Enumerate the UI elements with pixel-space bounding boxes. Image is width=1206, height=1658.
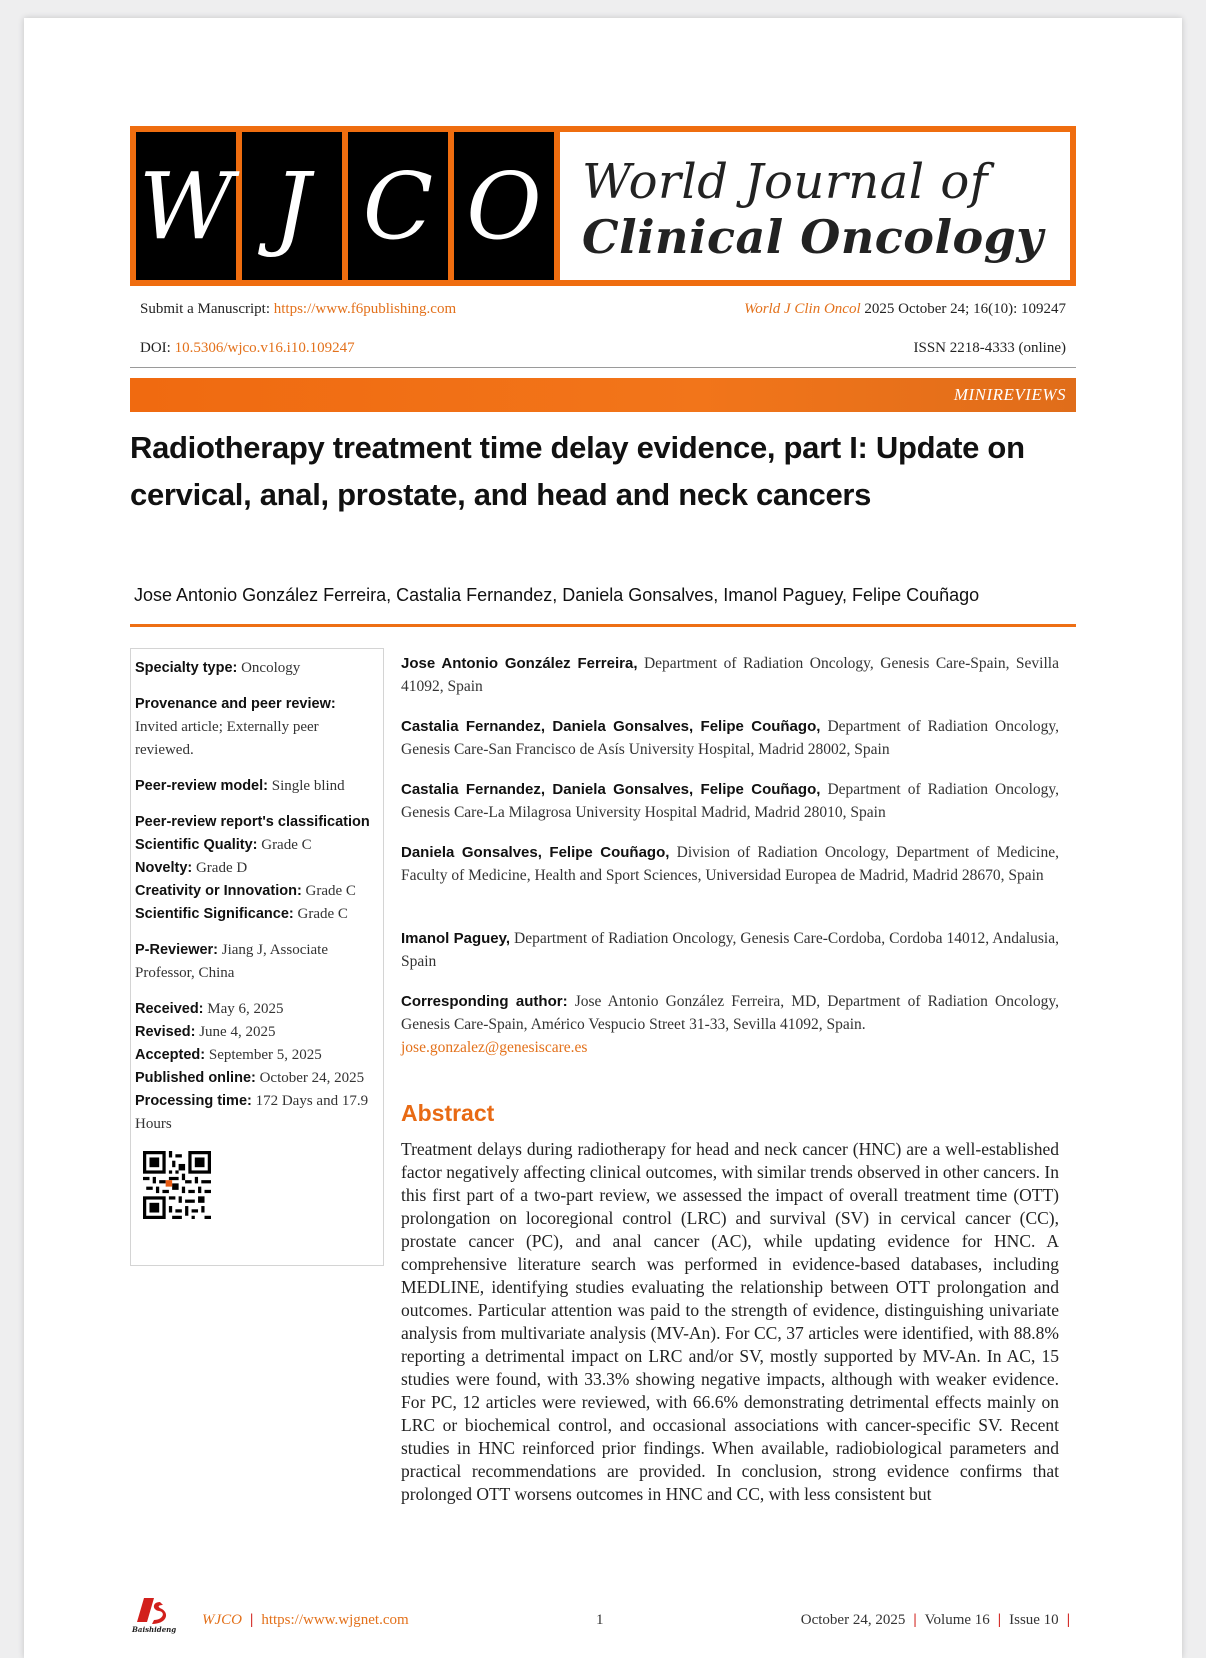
grade-value: Grade D — [192, 860, 248, 876]
affiliation-text: Division of Radiation Oncology, Department of Medicine, Faculty of Medicine, Health and Sport Sciences, Universidad Europea de Madrid, Madrid 28670, Spain — [401, 844, 1059, 884]
footer-issue: Issue 10 — [1009, 1612, 1059, 1628]
footer-url-link[interactable]: https://www.wjgnet.com — [261, 1612, 409, 1628]
meta-divider — [130, 367, 1076, 368]
page-number: 1 — [596, 1612, 604, 1628]
doi — [140, 340, 355, 357]
affiliation-names: Castalia Fernandez, Daniela Gonsalves, Felipe Couñago, — [401, 718, 821, 735]
section-bar — [130, 378, 1076, 412]
footer-separator: | — [250, 1612, 254, 1628]
footer-journal: WJCO — [202, 1612, 242, 1628]
date-value: May 6, 2025 — [203, 1001, 284, 1017]
grade-value: Grade C — [301, 883, 356, 899]
footer-separator: | — [1066, 1612, 1070, 1628]
banner-letter: O — [454, 132, 554, 280]
affiliation — [401, 778, 1059, 824]
date-value: October 24, 2025 — [255, 1070, 365, 1086]
doi-label: DOI: — [140, 340, 175, 356]
citation-journal: World J Clin Oncol — [744, 301, 861, 317]
affiliation-text: Department of Radiation Oncology, Genesis Care-Cordoba, Cordoba 14012, Andalusia, Spain — [401, 930, 1059, 970]
article-info-sidebar — [130, 648, 384, 1266]
journal-name-line1: World Journal of — [582, 154, 989, 210]
date-value: 172 Days and 17.9 Hours — [135, 1093, 369, 1132]
provenance-block — [135, 693, 379, 762]
classification-block — [135, 811, 379, 926]
affiliation — [401, 927, 1059, 973]
affiliation — [401, 715, 1059, 761]
grade-value: Grade C — [257, 837, 312, 853]
article-title: Radiotherapy treatment time delay evidence, part I: Update on cervical, anal, prostate, and head and neck cancers — [130, 430, 1025, 512]
date-row — [135, 1044, 379, 1067]
affiliation-names: Daniela Gonsalves, Felipe Couñago, — [401, 844, 670, 861]
abstract-text: Treatment delays during radiotherapy for head and neck cancer (HNC) are a well-established factor negatively affecting clinical outcomes, with similar trends observed in other cancers. In this first part of a two-part review, we assessed the impact of overall treatment time (OTT) prolongation on locoregional control (LRC) and survival (SV) in cervical cancer (CC), prostate cancer (PC), and anal cancer (AC), while updating evidence for HNC. A comprehensive literature search was performed in evidence-based databases, including MEDLINE, identifying studies evaluating the relationship between OTT prolongation and outcomes. Particular attention was paid to the strength of evidence, distinguishing univariate analysis from multivariate analysis (MV-An). For CC, 37 articles were identified, with 88.8% reporting a detrimental impact on LRC and/or SV, mostly supported by MV-An. In AC, 15 studies were found, with 33.3% showing negative impacts, although with weaker evidence. For PC, 12 articles were reviewed, with 66.6% demonstrating detrimental effects mainly on LRC or biochemical control, and occasional associations with cancer-specific SV. Recent studies in HNC reinforced prior findings. When available, radiobiological parameters and practical recommendations are provided. In conclusion, strong evidence confirms that prolonged OTT worsens outcomes in HNC and CC, with less consistent but — [401, 1139, 1059, 1504]
date-label: Accepted: — [135, 1047, 206, 1063]
date-row — [135, 1067, 379, 1090]
grade-label: Creativity or Innovation: — [135, 883, 302, 899]
provenance-label: Provenance and peer review: — [135, 696, 336, 712]
grade-value: Grade C — [293, 906, 348, 922]
affiliation-text: Department of Radiation Oncology, Genesis Care-La Milagrosa University Hospital Madrid, Madrid 28010, Spain — [401, 781, 1060, 821]
footer-volume: Volume 16 — [924, 1612, 990, 1628]
grade-row — [135, 834, 379, 857]
abstract-heading: Abstract — [401, 1100, 495, 1126]
submit-label: Submit a Manuscript: — [140, 301, 274, 317]
reviewer-block — [135, 939, 379, 985]
grade-row — [135, 903, 379, 926]
submit-link[interactable]: https://www.f6publishing.com — [273, 301, 457, 317]
banner-letter: J — [242, 132, 342, 280]
affiliation — [401, 652, 1059, 698]
section-label: MINIREVIEWS — [953, 385, 1066, 404]
banner-letter: W — [136, 132, 236, 280]
review-model-block — [135, 775, 379, 798]
affiliation-text: Department of Radiation Oncology, Genesis Care-Spain, Sevilla 41092, Spain — [401, 655, 1059, 695]
affiliation-names: Imanol Paguey, — [401, 930, 511, 947]
date-value: June 4, 2025 — [195, 1024, 276, 1040]
author-divider — [130, 624, 1076, 627]
affiliation — [401, 841, 1059, 887]
qr-code-icon[interactable] — [143, 1151, 211, 1219]
footer-right — [801, 1612, 1078, 1629]
date-row — [135, 998, 379, 1021]
footer-separator: | — [913, 1612, 917, 1628]
footer-left — [202, 1612, 409, 1629]
specialty-value: Oncology — [237, 660, 301, 676]
citation-details: 2025 October 24; 16(10): 109247 — [860, 301, 1066, 317]
affiliation-text: Department of Radiation Oncology, Genesis Care-San Francisco de Asís University Hospital, Madrid 28002, Spain — [401, 718, 1060, 758]
classification-label: Peer-review report's classification — [135, 814, 370, 830]
submit-manuscript — [140, 301, 456, 318]
grade-row — [135, 857, 379, 880]
grade-label: Scientific Significance: — [135, 906, 294, 922]
journal-banner — [130, 126, 1076, 286]
grade-row — [135, 880, 379, 903]
footer-date: October 24, 2025 — [800, 1612, 906, 1628]
dates-block — [135, 998, 379, 1136]
affiliation-names: Castalia Fernandez, Daniela Gonsalves, Felipe Couñago, — [401, 781, 821, 798]
reviewer-value: Jiang J, Associate Professor, China — [135, 942, 329, 981]
date-label: Received: — [135, 1001, 204, 1017]
corresponding-email-link[interactable]: jose.gonzalez@genesiscare.es — [401, 1039, 588, 1056]
review-model-label: Peer-review model: — [135, 778, 268, 794]
citation — [744, 301, 1066, 318]
corresponding-text: Jose Antonio González Ferreira, MD, Department of Radiation Oncology, Genesis Care-Spain, Américo Vespucio Street 31-33, Sevilla 41092, Spain. — [401, 993, 1059, 1033]
corresponding-label: Corresponding author: — [401, 993, 568, 1010]
date-row — [135, 1021, 379, 1044]
date-value: September 5, 2025 — [205, 1047, 322, 1063]
footer-separator: | — [997, 1612, 1002, 1628]
date-label: Revised: — [135, 1024, 196, 1040]
grade-label: Scientific Quality: — [135, 837, 258, 853]
author-list: Jose Antonio González Ferreira, Castalia Fernandez, Daniela Gonsalves, Imanol Paguey, Felipe Couñago — [134, 585, 980, 605]
review-model-value: Single blind — [267, 778, 345, 794]
date-label: Published online: — [135, 1070, 256, 1086]
journal-name-line2: Clinical Oncology — [582, 210, 1044, 264]
provenance-value: Invited article; Externally peer reviewed. — [135, 719, 319, 758]
corresponding-author — [401, 990, 1059, 1059]
baishideng-logo — [130, 1594, 190, 1634]
affiliation-names: Jose Antonio González Ferreira, — [401, 655, 638, 672]
banner-letters — [136, 132, 554, 280]
date-label: Processing time: — [135, 1093, 252, 1109]
banner-letter: C — [348, 132, 448, 280]
journal-name — [560, 132, 1070, 280]
grade-label: Novelty: — [135, 860, 193, 876]
specialty-label: Specialty type: — [135, 660, 238, 676]
reviewer-label: P-Reviewer: — [135, 942, 219, 958]
date-row — [135, 1090, 379, 1136]
issn: ISSN 2218-4333 (online) — [913, 340, 1066, 356]
doi-link[interactable]: 10.5306/wjco.v16.i10.109247 — [174, 340, 355, 356]
specialty-block — [135, 657, 379, 680]
svg-text:Baishideng: Baishideng — [132, 1625, 177, 1634]
